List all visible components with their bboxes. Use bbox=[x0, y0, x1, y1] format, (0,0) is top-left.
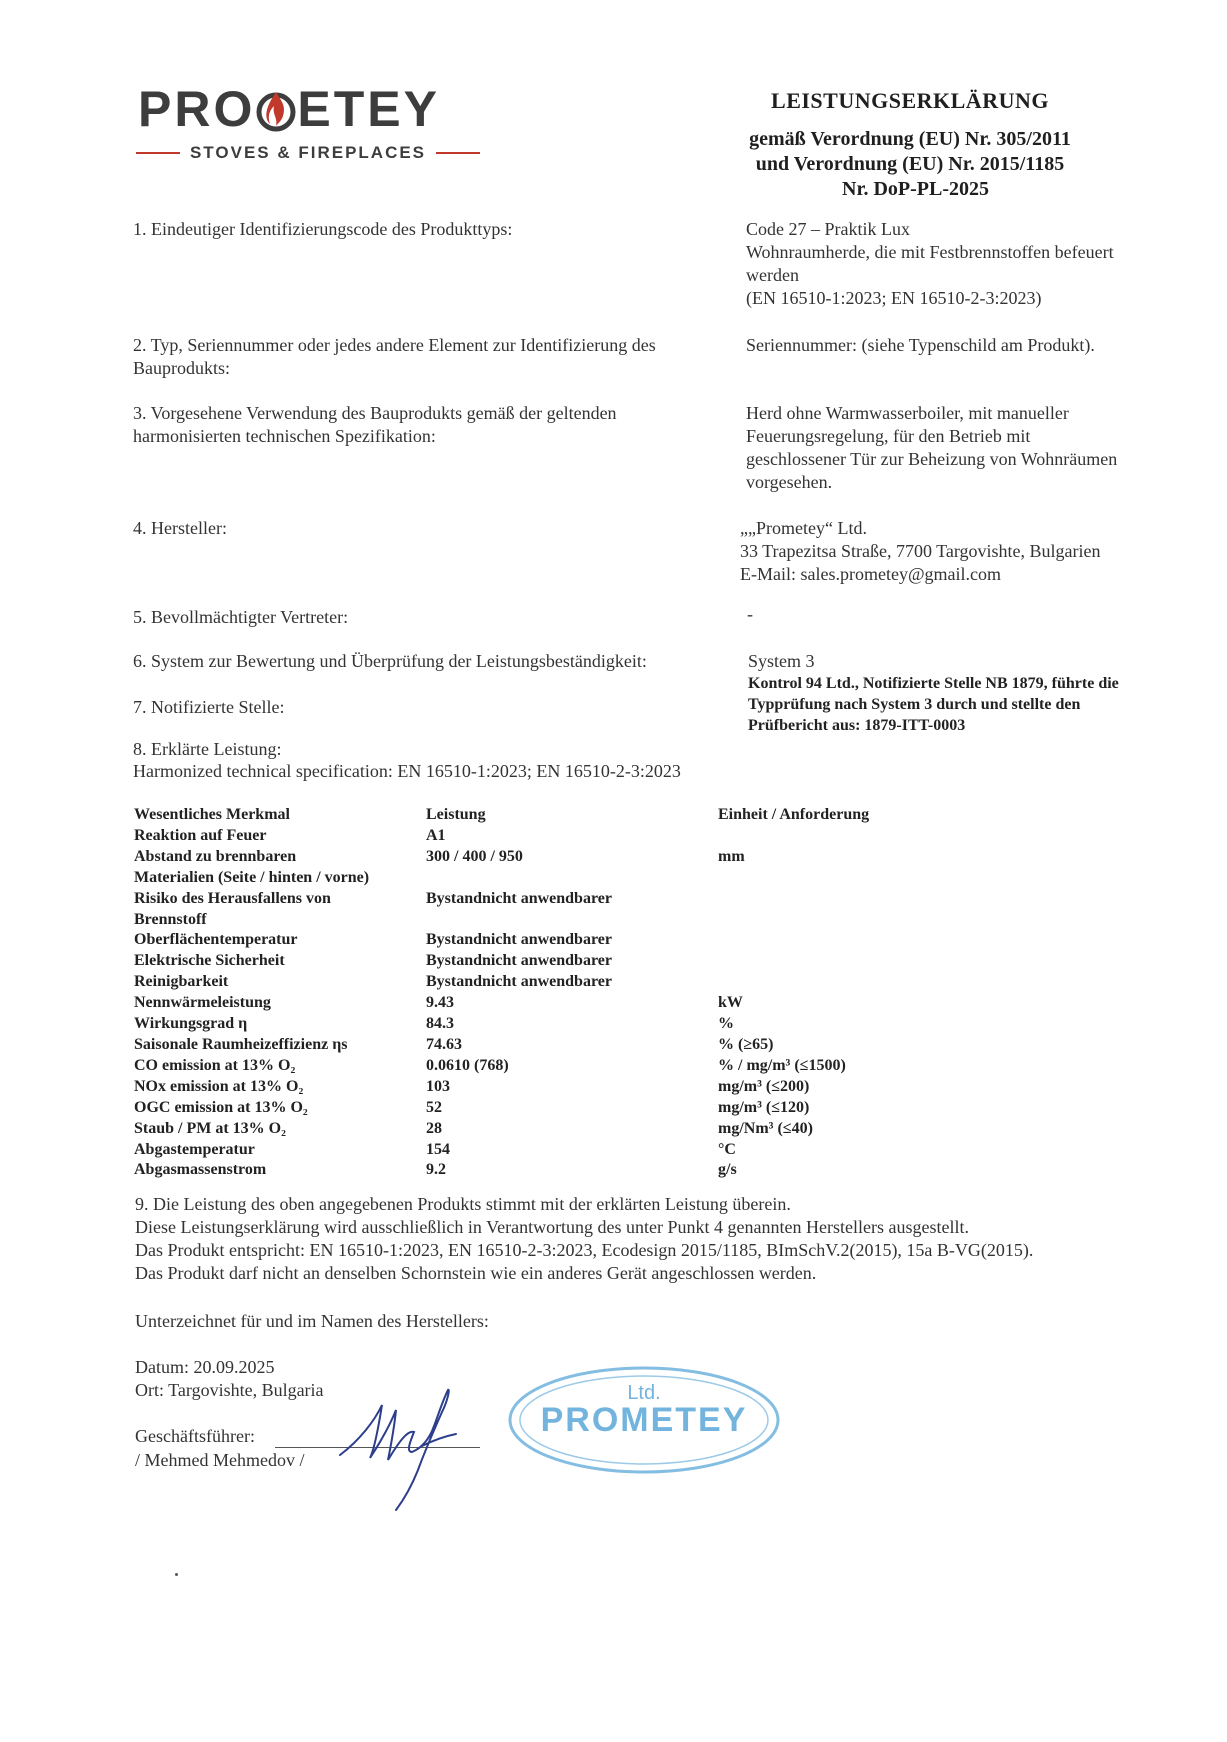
characteristic-cell: NOx emission at 13% O₂ bbox=[134, 1077, 304, 1095]
table-row bbox=[134, 1035, 978, 1056]
unit-cell: % / mg/m³ (≤1500) bbox=[718, 1056, 846, 1074]
tagline-text: STOVES & FIREPLACES bbox=[189, 143, 427, 162]
item-3-value bbox=[746, 402, 1186, 494]
header-regulation-1: gemäß Verordnung (EU) Nr. 305/2011 bbox=[749, 128, 1071, 150]
table-row bbox=[134, 972, 978, 993]
company-logo bbox=[138, 81, 440, 137]
characteristic-cell: Reinigbarkeit bbox=[134, 973, 229, 991]
performance-cell: Bystandnicht anwendbarer bbox=[426, 931, 612, 949]
performance-cell: Bystandnicht anwendbarer bbox=[426, 889, 612, 907]
document-title: LEISTUNGSERKLÄRUNG bbox=[771, 88, 1049, 113]
item-3-value-1: Herd ohne Warmwasserboiler, mit manueller bbox=[746, 403, 1069, 423]
header-regulation-2: und Verordnung (EU) Nr. 2015/1185 bbox=[755, 153, 1065, 175]
table-row bbox=[134, 951, 978, 972]
header-dop-number: Nr. DoP-PL-2025 bbox=[842, 178, 990, 200]
signatory-role: Geschäftsführer: bbox=[135, 1426, 255, 1446]
table-row bbox=[134, 1098, 978, 1119]
characteristic-cell: Risiko des Herausfallens von bbox=[134, 889, 331, 907]
characteristic-cell: Nennwärmeleistung bbox=[134, 994, 271, 1012]
table-row bbox=[134, 1014, 978, 1035]
unit-cell bbox=[718, 826, 978, 847]
table-row bbox=[134, 1077, 978, 1098]
item-1-code: Code 27 – Praktik Lux bbox=[746, 219, 910, 239]
characteristic-cell: Abgastemperatur bbox=[134, 1140, 255, 1158]
unit-cell: mg/m³ (≤120) bbox=[718, 1098, 810, 1116]
performance-cell: 154 bbox=[426, 1140, 450, 1158]
performance-cell: 103 bbox=[426, 1077, 450, 1095]
declaration-line-4: Das Produkt darf nicht an denselben Schornstein wie ein anderes Gerät angeschlossen werden. bbox=[135, 1263, 817, 1283]
item-8-spec: Harmonized technical specification: EN 16510-1:2023; EN 16510-2-3:2023 bbox=[133, 761, 681, 781]
item-7-value-2: Typprüfung nach System 3 durch und stellte den bbox=[748, 696, 1081, 713]
item-5-label: 5. Bevollmächtigter Vertreter: bbox=[133, 607, 349, 627]
item-7-value-1: Kontrol 94 Ltd., Notifizierte Stelle NB 1879, führte die bbox=[748, 675, 1119, 692]
unit-cell: mg/Nm³ (≤40) bbox=[718, 1119, 813, 1137]
declaration-line-2: Diese Leistungserklärung wird ausschließlich in Verantwortung des unter Punkt 4 genannten Herstellers ausgestellt. bbox=[135, 1217, 969, 1237]
unit-cell: % bbox=[718, 1015, 734, 1033]
item-7-label: 7. Notifizierte Stelle: bbox=[133, 697, 285, 717]
unit-cell: kW bbox=[718, 994, 743, 1012]
item-3-value-2: Feuerungsregelung, für den Betrieb mit bbox=[746, 426, 1031, 446]
stamp-company-text: PROMETEY bbox=[540, 1401, 748, 1439]
characteristic-cell: OGC emission at 13% O₂ bbox=[134, 1098, 308, 1116]
unit-cell bbox=[718, 910, 978, 931]
unit-cell bbox=[718, 868, 978, 889]
manufacturer-email: E-Mail: sales.prometey@gmail.com bbox=[740, 564, 1002, 584]
logo-tagline bbox=[136, 143, 480, 163]
performance-cell: 74.63 bbox=[426, 1035, 462, 1053]
performance-cell: Bystandnicht anwendbarer bbox=[426, 952, 612, 970]
table-body bbox=[134, 826, 978, 1181]
unit-cell bbox=[718, 889, 978, 910]
performance-cell bbox=[426, 910, 718, 931]
performance-cell bbox=[426, 868, 718, 889]
tagline-rule-left bbox=[136, 152, 180, 154]
characteristic-cell: Reaktion auf Feuer bbox=[134, 826, 267, 844]
item-1-standards: (EN 16510-1:2023; EN 16510-2-3:2023) bbox=[746, 288, 1042, 308]
performance-cell: 28 bbox=[426, 1119, 442, 1137]
table-row bbox=[134, 889, 978, 910]
item-7-value bbox=[748, 673, 1208, 736]
item-1-label: 1. Eindeutiger Identifizierungscode des Produkttyps: bbox=[133, 219, 513, 239]
table-header-row bbox=[134, 805, 978, 826]
table-row bbox=[134, 993, 978, 1014]
item-3-label-2: harmonisierten technischen Spezifikation: bbox=[133, 426, 436, 446]
item-8-label: 8. Erklärte Leistung: bbox=[133, 739, 282, 759]
flame-icon bbox=[256, 86, 296, 134]
table-row bbox=[134, 1056, 978, 1077]
manufacturer-address: 33 Trapezitsa Straße, 7700 Targovishte, Bulgarien bbox=[740, 541, 1101, 561]
characteristic-cell: Saisonale Raumheizeffizienz ηs bbox=[134, 1035, 348, 1053]
header-characteristic: Wesentliches Merkmal bbox=[134, 806, 290, 823]
header-performance: Leistung bbox=[426, 806, 486, 823]
signatory-name: / Mehmed Mehmedov / bbox=[135, 1450, 305, 1470]
performance-cell: 9.2 bbox=[426, 1161, 446, 1179]
item-5-value: - bbox=[747, 604, 753, 624]
table-row bbox=[134, 1119, 978, 1140]
item-3-label-1: 3. Vorgesehene Verwendung des Bauprodukts gemäß der geltenden bbox=[133, 403, 617, 423]
characteristic-cell: Staub / PM at 13% O₂ bbox=[134, 1119, 286, 1137]
unit-cell bbox=[718, 972, 978, 993]
item-2-label-2: Bauprodukts: bbox=[133, 358, 230, 378]
item-2-label bbox=[133, 334, 733, 380]
performance-cell: 84.3 bbox=[426, 1015, 454, 1033]
unit-cell: g/s bbox=[718, 1161, 737, 1179]
item-2-value: Seriennummer: (siehe Typenschild am Produkt). bbox=[746, 335, 1095, 355]
characteristic-cell: Oberflächentemperatur bbox=[134, 931, 298, 949]
signature-date: Datum: 20.09.2025 bbox=[135, 1357, 275, 1377]
signature-place: Ort: Targovishte, Bulgaria bbox=[135, 1380, 324, 1400]
performance-cell: 52 bbox=[426, 1098, 442, 1116]
characteristic-cell: Wirkungsgrad η bbox=[134, 1015, 248, 1033]
table-row bbox=[134, 1140, 978, 1161]
header-unit: Einheit / Anforderung bbox=[718, 806, 870, 823]
item-6-value: System 3 bbox=[748, 651, 815, 671]
unit-cell: mg/m³ (≤200) bbox=[718, 1077, 810, 1095]
manufacturer-name: „„Prometey“ Ltd. bbox=[740, 518, 867, 538]
item-6-label: 6. System zur Bewertung und Überprüfung der Leistungsbeständigkeit: bbox=[133, 651, 647, 671]
declaration-line-3: Das Produkt entspricht: EN 16510-1:2023, EN 16510-2-3:2023, Ecodesign 2015/1185, BImSchV.2(2015), 15a B-VG(2015). bbox=[135, 1240, 1034, 1260]
unit-cell: mm bbox=[718, 847, 745, 865]
characteristic-cell: CO emission at 13% O₂ bbox=[134, 1056, 296, 1074]
characteristic-cell: Elektrische Sicherheit bbox=[134, 952, 285, 970]
performance-cell: A1 bbox=[426, 826, 446, 844]
unit-cell: % (≥65) bbox=[718, 1035, 774, 1053]
item-2-label-1: 2. Typ, Seriennummer oder jedes andere Element zur Identifizierung des bbox=[133, 335, 656, 355]
item-1-value bbox=[746, 218, 1176, 310]
declaration-text bbox=[135, 1193, 1033, 1285]
table-row bbox=[134, 910, 978, 931]
performance-cell: 9.43 bbox=[426, 994, 454, 1012]
item-7-value-3: Prüfbericht aus: 1879-ITT-0003 bbox=[748, 717, 966, 734]
characteristic-cell: Materialien (Seite / hinten / vorne) bbox=[134, 868, 370, 886]
performance-table bbox=[134, 805, 978, 1181]
characteristic-cell: Abgasmassenstrom bbox=[134, 1161, 267, 1179]
table-row bbox=[134, 930, 978, 951]
item-1-desc-1: Wohnraumherde, die mit Festbrennstoffen befeuert bbox=[746, 242, 1114, 262]
unit-cell bbox=[718, 951, 978, 972]
stamp-ltd-text: Ltd. bbox=[627, 1382, 661, 1404]
handwritten-signature bbox=[330, 1360, 500, 1520]
declaration-line-1: 9. Die Leistung des oben angegebenen Produkts stimmt mit der erklärten Leistung überein. bbox=[135, 1194, 791, 1214]
logo-text-end: ETEY bbox=[297, 81, 440, 137]
unit-cell bbox=[718, 930, 978, 951]
unit-cell: °C bbox=[718, 1140, 736, 1158]
signed-for-text: Unterzeichnet für und im Namen des Herstellers: bbox=[135, 1311, 489, 1331]
table-row bbox=[134, 826, 978, 847]
item-4-value bbox=[740, 517, 1200, 586]
item-3-label bbox=[133, 402, 733, 448]
item-3-value-4: vorgesehen. bbox=[746, 472, 833, 492]
tagline-rule-right bbox=[436, 152, 480, 154]
item-3-value-3: geschlossener Tür zur Beheizung von Wohnräumen bbox=[746, 449, 1118, 469]
scan-speck bbox=[175, 1573, 178, 1576]
table-row bbox=[134, 1160, 978, 1181]
characteristic-cell: Brennstoff bbox=[134, 910, 207, 928]
table-row bbox=[134, 868, 978, 889]
table-row bbox=[134, 847, 978, 868]
logo-text-start: PRO bbox=[138, 81, 256, 137]
performance-cell: Bystandnicht anwendbarer bbox=[426, 973, 612, 991]
performance-cell: 300 / 400 / 950 bbox=[426, 847, 523, 865]
characteristic-cell: Abstand zu brennbaren bbox=[134, 847, 297, 865]
item-4-label: 4. Hersteller: bbox=[133, 518, 227, 538]
item-1-desc-2: werden bbox=[746, 265, 799, 285]
performance-cell: 0.0610 (768) bbox=[426, 1056, 509, 1074]
